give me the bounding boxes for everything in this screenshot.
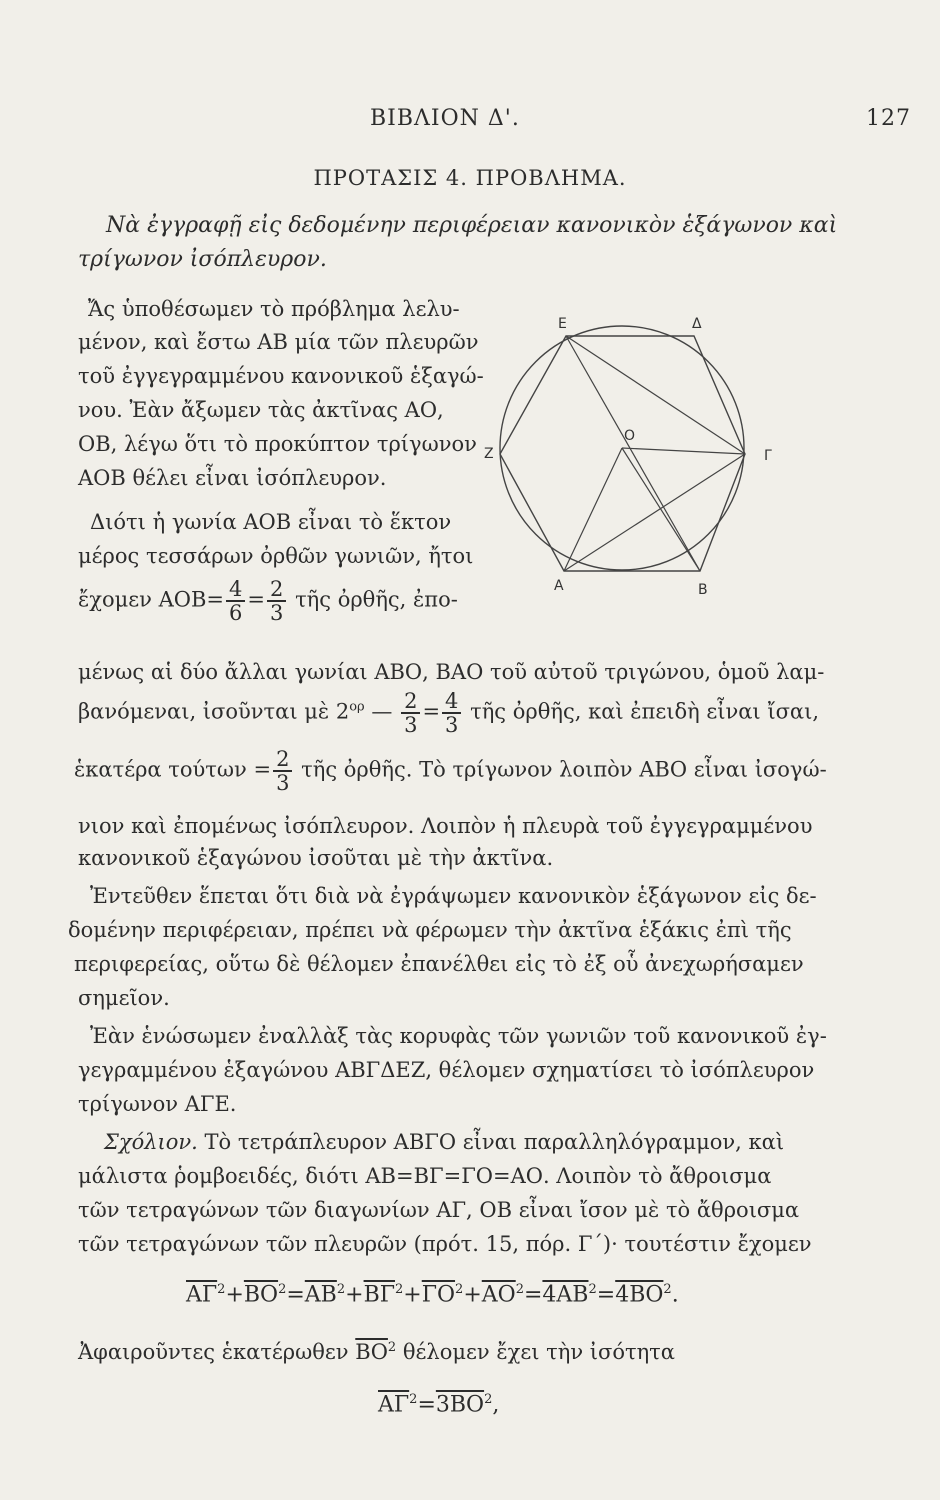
proof-line: τοῦ ἐγγεγραμμένου κανονικοῦ ἑξαγώ- [78, 364, 484, 388]
body-line: Ἐὰν ἑνώσωμεν ἐναλλὰξ τὰς κορυφὰς τῶν γωνιῶν τοῦ κανονικοῦ ἐγ- [90, 1024, 827, 1048]
statement-line: Νὰ ἐγγραφῇ εἰς δεδομένην περιφέρειαν κανονικὸν ἑξάγωνον καὶ [106, 213, 838, 238]
body-line: μένως αἱ δύο ἄλλαι γωνίαι ΑΒΟ, ΒΑΟ τοῦ αὐτοῦ τριγώνου, ὁμοῦ λαμ- [78, 660, 825, 684]
final-equation: $\overline{A\Gamma}^2=3BO^2$, [378, 1392, 500, 1418]
diagonal-line [566, 336, 745, 454]
body-line: Ἐντεῦθεν ἕπεται ὅτι διὰ νὰ ἐγράψωμεν κανονικὸν ἑξάγωνον εἰς δε- [90, 884, 817, 908]
fraction: $\frac{4}{3}$ [442, 690, 461, 736]
fraction: $\frac{2}{3}$ [401, 690, 420, 736]
scholion-line: τῶν τετραγώνων τῶν πλευρῶν (πρότ. 15, πόρ. Γ΄)· τουτέστιν ἔχομεν [78, 1232, 812, 1256]
scholion-first-line: Σχόλιον. Τὸ τετράπλευρον ΑΒΓΟ εἶναι παραλληλόγραμμον, καὶ [104, 1130, 785, 1154]
running-title: ΒΙΒΛΙΟΝ Δ'. [370, 106, 520, 131]
proof-line: Ἄς ὑποθέσωμεν τὸ πρόβλημα λελυ- [88, 297, 460, 321]
fraction: $\frac{4}{6}$ [226, 578, 245, 624]
statement-line: τρίγωνον ἰσόπλευρον. [78, 247, 327, 272]
center-label-O: O [624, 428, 636, 444]
vertex-label-B: B [698, 582, 708, 598]
fraction: $\frac{2}{3}$ [273, 748, 292, 794]
proof-line: νου. Ἐὰν ἄξωμεν τὰς ἀκτῖνας ΑΟ, [78, 398, 444, 422]
fraction: $\frac{2}{3}$ [267, 578, 286, 624]
scholion-line: μάλιστα ῥομβοειδές, διότι ΑΒ=ΒΓ=ΓΟ=ΑΟ. Λοιπὸν τὸ ἄθροισμα [78, 1164, 772, 1188]
proof-line: μένον, καὶ ἔστω AB μία τῶν πλευρῶν [78, 330, 479, 354]
body-line: σημεῖον. [78, 986, 170, 1010]
proof-line: ΑΟΒ θέλει εἶναι ἰσόπλευρον. [78, 466, 387, 490]
radius-line [622, 448, 745, 454]
proof-line: ΟΒ, λέγω ὅτι τὸ προκύπτον τρίγωνον [78, 432, 477, 456]
vertex-label-A: A [554, 578, 564, 594]
equation-parallelogram: $\overline{A\Gamma}^2+\overline{BO}^2=\overline{AB}^2+\overline{B\Gamma}^2+\overline{\Gamma O}^2+\overline{AO}^2=4AB^2=4BO^2$. [186, 1282, 679, 1308]
scholion-line: τῶν τετραγώνων τῶν διαγωνίων ΑΓ, ΟΒ εἶναι ἴσον μὲ τὸ ἄθροισμα [78, 1198, 800, 1222]
hexagon-figure [480, 308, 810, 608]
body-line: κανονικοῦ ἑξαγώνου ἰσοῦται μὲ τὴν ἀκτῖνα. [78, 846, 554, 870]
vertex-label-E: E [558, 316, 567, 332]
body-line: νιον καὶ ἐπομένως ἰσόπλευρον. Λοιπὸν ἡ πλευρὰ τοῦ ἐγγεγραμμένου [78, 814, 813, 838]
proof-line: μέρος τεσσάρων ὀρθῶν γωνιῶν, ἤτοι [78, 544, 474, 568]
vertex-label-Z: Z [484, 446, 494, 462]
vertex-label-G: Γ [764, 448, 772, 464]
proposition-title: ΠΡΟΤΑΣΙΣ 4. ΠΡΟΒΛΗΜΑ. [313, 166, 627, 190]
equation-angles: βανόμεναι, ἰσοῦνται μὲ $2^{o\rho}$ — $\frac{2}{3}$ = $\frac{4}{3}$ τῆς ὀρθῆς, καὶ ἐπειδὴ εἶναι ἴσαι, [78, 689, 819, 738]
scholion-label: Σχόλιον. [104, 1130, 198, 1154]
vertex-label-D: Δ [692, 316, 702, 332]
radius-line [622, 448, 700, 571]
body-line: τρίγωνον ΑΓΕ. [78, 1092, 237, 1116]
diagonal-line [566, 336, 700, 571]
equation-each-angle: ἑκατέρα τούτων = $\frac{2}{3}$ τῆς ὀρθῆς. Τὸ τρίγωνον λοιπὸν ΑΒΟ εἶναι ἰσογώ- [74, 747, 827, 796]
body-line: περιφερείας, οὕτω δὲ θέλομεν ἐπανέλθει εἰς τὸ ἐξ οὗ ἀνεχωρήσαμεν [74, 952, 804, 976]
equation-aob: ἔχομεν ΑΟΒ= $\frac{4}{6}$ = $\frac{2}{3}$ τῆς ὀρθῆς, ἐπο- [78, 577, 458, 626]
body-line: γεγραμμένου ἑξαγώνου ΑΒΓΔΕΖ, θέλομεν σχηματίσει τὸ ἰσόπλευρον [78, 1058, 815, 1082]
page-number: 127 [866, 106, 911, 131]
body-line: δομένην περιφέρειαν, πρέπει νὰ φέρωμεν τὴν ἀκτῖνα ἑξάκις ἐπὶ τῆς [68, 918, 792, 942]
subtract-line: Ἀφαιροῦντες ἑκατέρωθεν $\overline{BO}^2$ θέλομεν ἔχει τὴν ἰσότητα [78, 1340, 675, 1364]
proof-line: Διότι ἡ γωνία ΑΟΒ εἶναι τὸ ἕκτον [90, 510, 452, 534]
